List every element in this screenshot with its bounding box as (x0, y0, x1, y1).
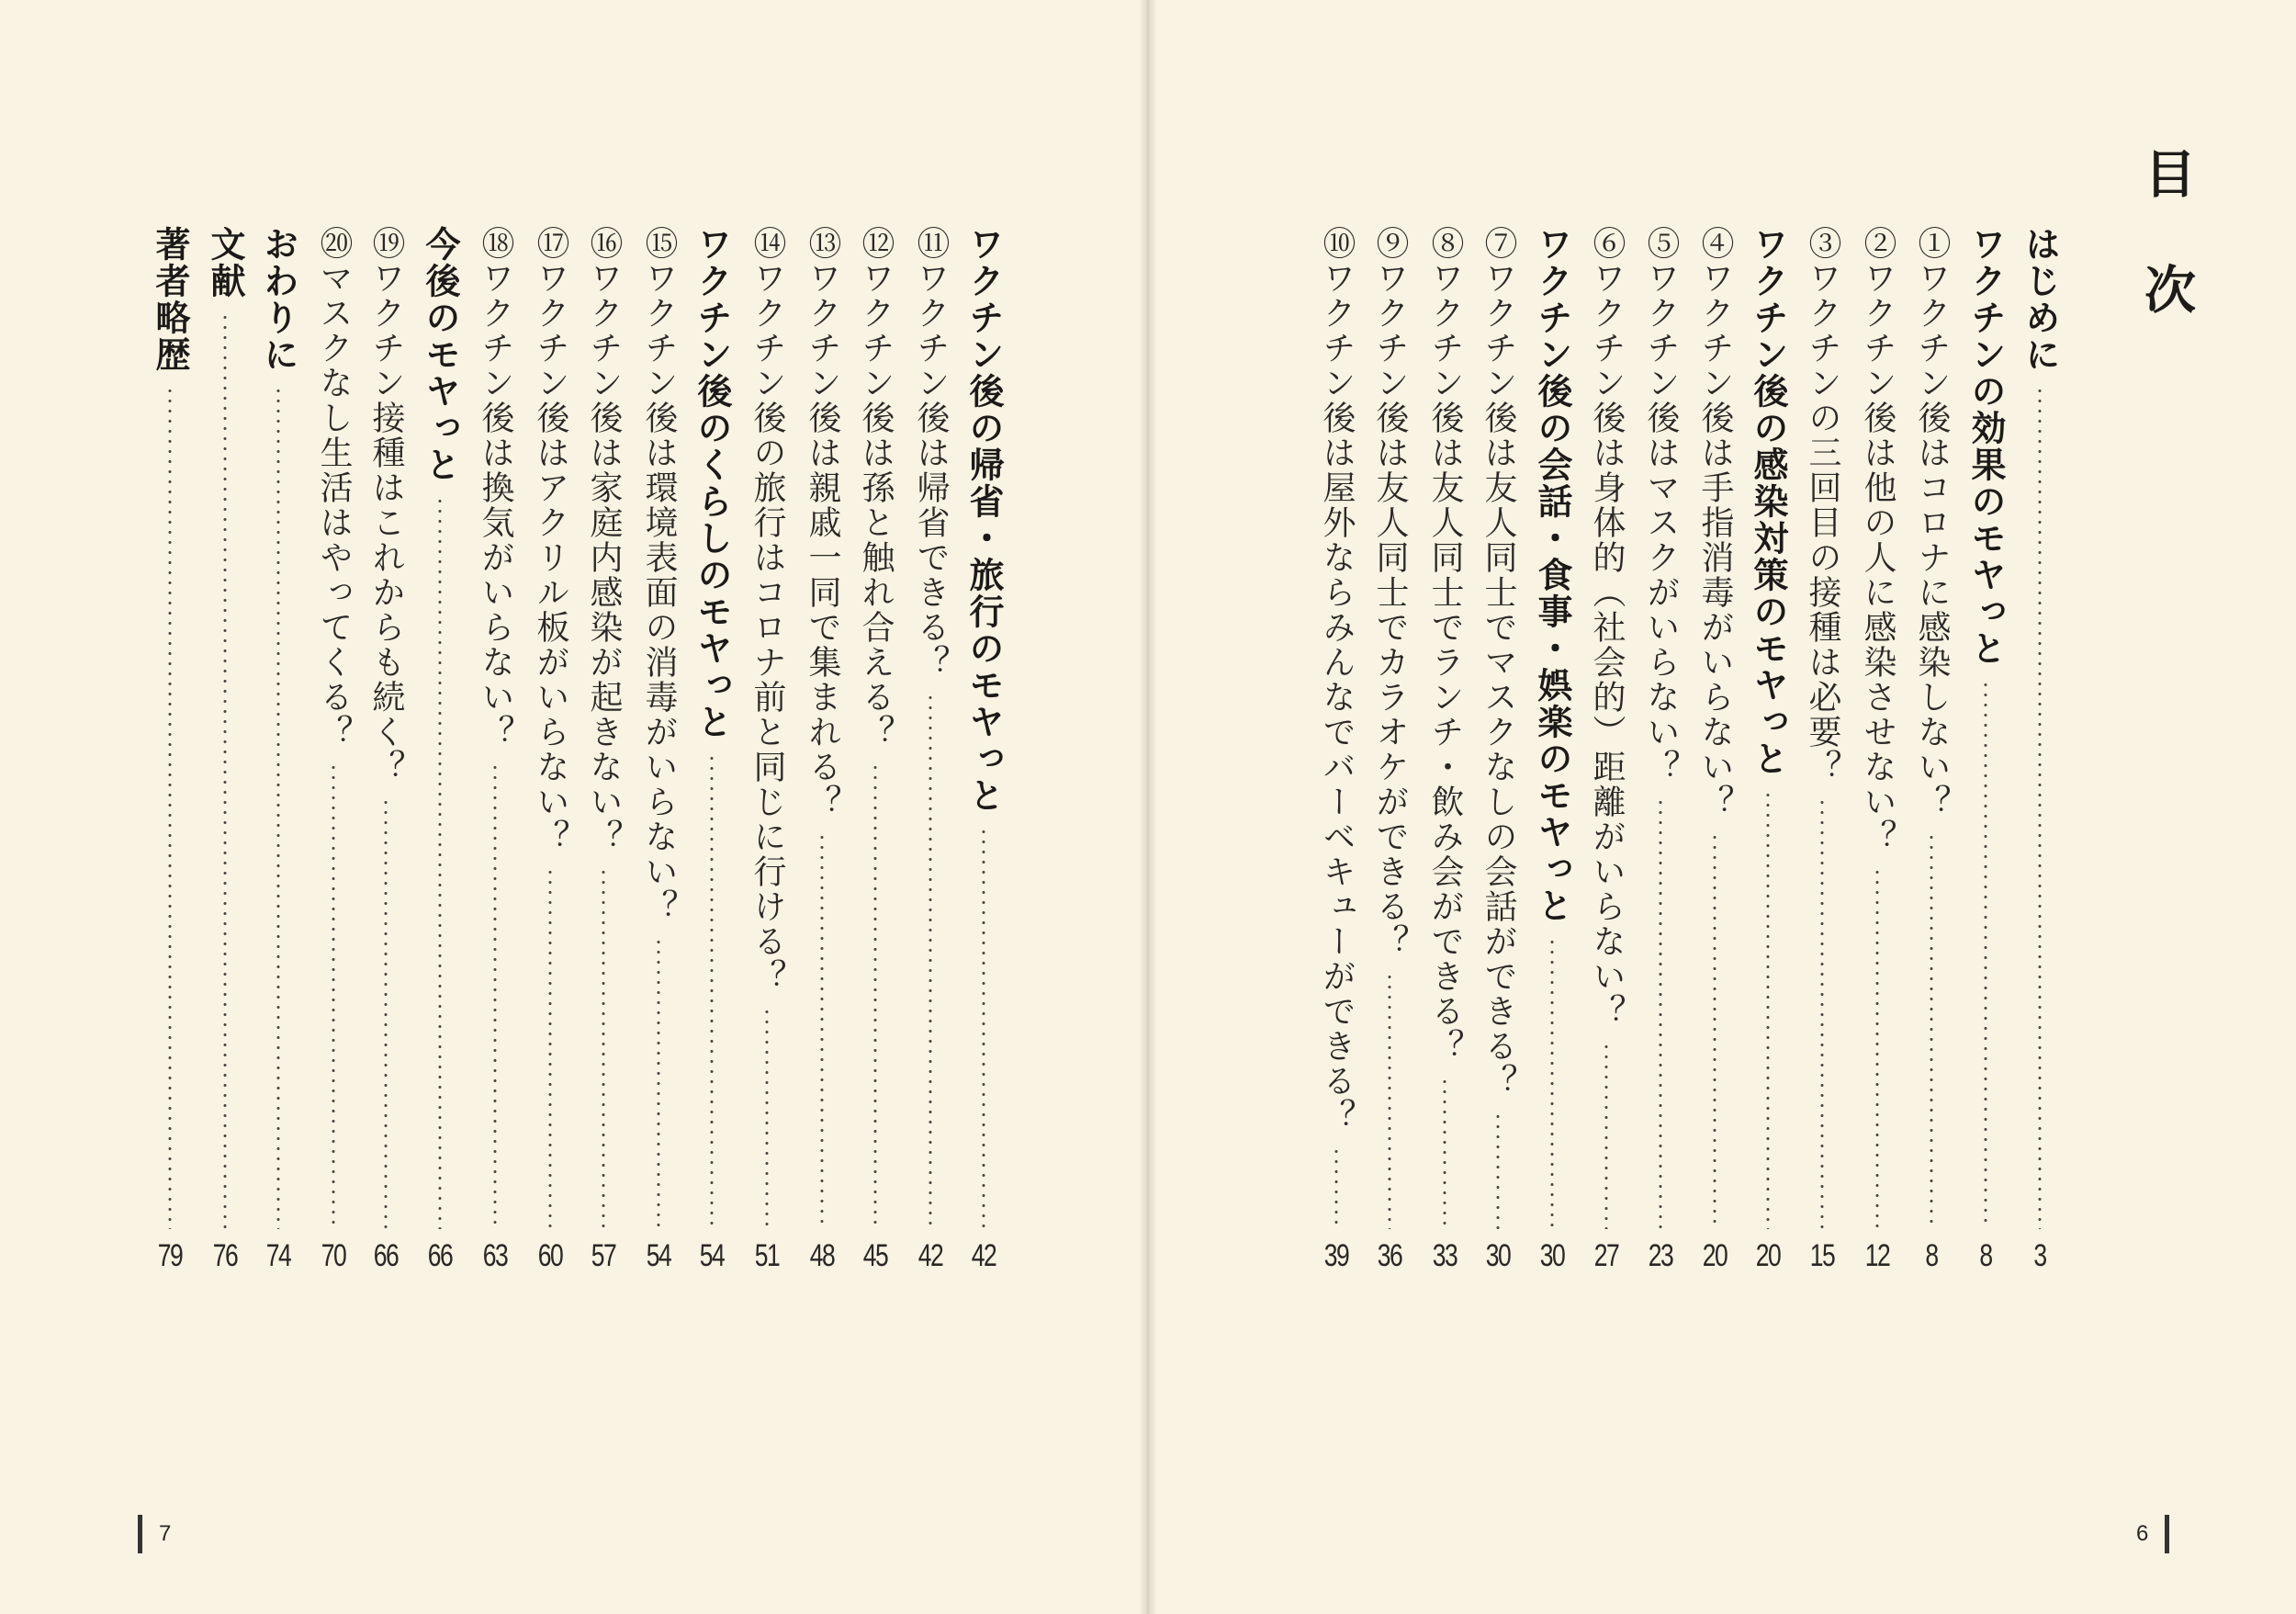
toc-page-number: 20 (1702, 1238, 1728, 1273)
toc-leader-dots (1713, 832, 1716, 1229)
toc-leader-dots (1550, 937, 1554, 1229)
folio-bar (2165, 1515, 2169, 1553)
toc-page-number: 74 (265, 1238, 291, 1273)
toc-page-number: 66 (427, 1238, 453, 1273)
toc-entry-title: ワクチン後の感染対策のモヤっと (1748, 226, 1788, 777)
page-number-left (138, 1511, 171, 1557)
toc-page-number: 57 (591, 1238, 616, 1273)
toc-page-number: 12 (1864, 1238, 1890, 1273)
toc-leader-dots (710, 753, 714, 1229)
toc-leader-dots (1820, 797, 1824, 1229)
toc-entry-title: ⑤ワクチン後はマスクがいらない？ (1642, 226, 1680, 784)
toc-page-number: 30 (1485, 1238, 1511, 1273)
toc-page-number: 48 (809, 1238, 835, 1273)
folio-bar (138, 1515, 142, 1553)
toc-entry-title: ⑩ワクチン後は屋外ならみんなでバーベキューができる？ (1318, 226, 1356, 1134)
toc-leader-dots (438, 496, 442, 1229)
toc-leader-dots (1930, 832, 1933, 1229)
toc-entry-title: ⑰ワクチン後はアクリル板がいらない？ (532, 226, 569, 854)
toc-leader-dots (929, 693, 932, 1229)
toc-entry-title: ⑧ワクチン後は友人同士でランチ・飲み会ができる？ (1426, 226, 1464, 1064)
toc-leader-dots (332, 762, 335, 1229)
toc-title: 目次 (2136, 147, 2196, 378)
toc-page-number: 39 (1323, 1238, 1349, 1273)
toc-entry-title: ⑦ワクチン後は友人同士でマスクなしの会話ができる？ (1480, 226, 1517, 1099)
toc-page-number: 70 (321, 1238, 346, 1273)
toc-entry-title: ⑭ワクチン後の旅行はコロナ前と同じに行ける？ (748, 226, 786, 994)
toc-leader-dots (1766, 790, 1770, 1229)
toc-page-number: 60 (537, 1238, 563, 1273)
toc-entry-title: ワクチン後の会話・食事・娯楽のモヤっと (1532, 226, 1572, 924)
toc-leader-dots (384, 797, 388, 1229)
toc-page-number: 79 (157, 1238, 183, 1273)
toc-page-number: 33 (1432, 1238, 1458, 1273)
toc-leader-dots (602, 867, 605, 1229)
toc-page-number: 42 (971, 1238, 996, 1273)
toc-entry-title: ⑪ワクチン後は帰省できる？ (912, 226, 950, 680)
toc-leader-dots (1334, 1146, 1338, 1229)
page-number-right (2136, 1511, 2169, 1557)
toc-page-number: 51 (754, 1238, 780, 1273)
toc-page-number: 66 (373, 1238, 399, 1273)
toc-entry-title: ⑱ワクチン後は換気がいらない？ (477, 226, 514, 750)
toc-entry-title: ⑯ワクチン後は家庭内感染が起きない？ (585, 226, 623, 854)
toc-entry-title: ④ワクチン後は手指消毒がいらない？ (1696, 226, 1734, 819)
toc-leader-dots (223, 312, 227, 1229)
toc-entry-title: はじめに (2020, 226, 2060, 373)
toc-leader-dots (1604, 1042, 1608, 1229)
book-gutter (1139, 0, 1157, 1614)
toc-leader-dots (1659, 797, 1662, 1229)
toc-leader-dots (657, 937, 660, 1229)
toc-entry-title: 文献 (205, 226, 245, 299)
toc-entry-title: ②ワクチン後は他の人に感染させない？ (1859, 226, 1896, 854)
toc-leader-dots (168, 386, 172, 1229)
toc-entry-title: ⑥ワクチン後は身体的（社会的）距離がいらない？ (1588, 226, 1626, 1029)
toc-leader-dots (1496, 1112, 1500, 1229)
toc-leader-dots (493, 762, 497, 1229)
toc-page-number: 63 (482, 1238, 508, 1273)
toc-page-number: 15 (1809, 1238, 1835, 1273)
toc-leader-dots (1443, 1077, 1446, 1229)
page-number-left-text: 7 (159, 1521, 172, 1546)
toc-page-number: 76 (212, 1238, 238, 1273)
toc-entry-title: ワクチンの効果のモヤっと (1965, 226, 2006, 667)
toc-page-number: 30 (1539, 1238, 1565, 1273)
toc-page-number: 8 (1925, 1238, 1938, 1273)
toc-entry-title: ①ワクチン後はコロナに感染しない？ (1913, 226, 1951, 819)
toc-entry-title: ⑳マスクなし生活はやってくる？ (315, 226, 353, 750)
toc-entry-title: 今後のモヤっと (420, 226, 460, 483)
toc-entry-title: ワクチン後のくらしのモヤっと (692, 226, 732, 740)
toc-leader-dots (548, 867, 552, 1229)
page-number-right-text: 6 (2136, 1521, 2149, 1546)
toc-leader-dots (820, 832, 824, 1229)
toc-page-number: 3 (2033, 1238, 2046, 1273)
toc-leader-dots (1875, 867, 1879, 1229)
toc-leader-dots (765, 1007, 769, 1229)
toc-leader-dots (1984, 680, 1987, 1229)
toc-page-number: 36 (1377, 1238, 1402, 1273)
toc-page-number: 8 (1979, 1238, 1992, 1273)
toc-page-number: 20 (1755, 1238, 1781, 1273)
toc-leader-dots (1388, 972, 1391, 1229)
toc-entry-title: ⑫ワクチン後は孫と触れ合える？ (857, 226, 895, 750)
toc-entry-title: 著者略歴 (150, 226, 190, 373)
toc-entry-title: ⑬ワクチン後は親戚一同で集まれる？ (804, 226, 841, 819)
toc-entry-title: おわりに (258, 226, 298, 373)
toc-leader-dots (873, 762, 877, 1229)
toc-page-number: 45 (862, 1238, 888, 1273)
toc-page-number: 27 (1593, 1238, 1619, 1273)
toc-entry-title: ③ワクチンの三回目の接種は必要？ (1804, 226, 1841, 784)
toc-page-number: 23 (1648, 1238, 1673, 1273)
toc-entry-title: ⑮ワクチン後は環境表面の消毒がいらない？ (640, 226, 678, 924)
toc-entry-title: ⑲ワクチン接種はこれからも続く？ (367, 226, 405, 784)
toc-entry-title: ワクチン後の帰省・旅行のモヤっと (963, 226, 1004, 814)
toc-leader-dots (982, 827, 985, 1229)
toc-page-number: 54 (646, 1238, 671, 1273)
toc-leader-dots (2038, 386, 2042, 1229)
toc-page-number: 54 (699, 1238, 725, 1273)
toc-entry-title: ⑨ワクチン後は友人同士でカラオケができる？ (1371, 226, 1409, 959)
toc-leader-dots (276, 386, 280, 1229)
toc-page-number: 42 (917, 1238, 943, 1273)
